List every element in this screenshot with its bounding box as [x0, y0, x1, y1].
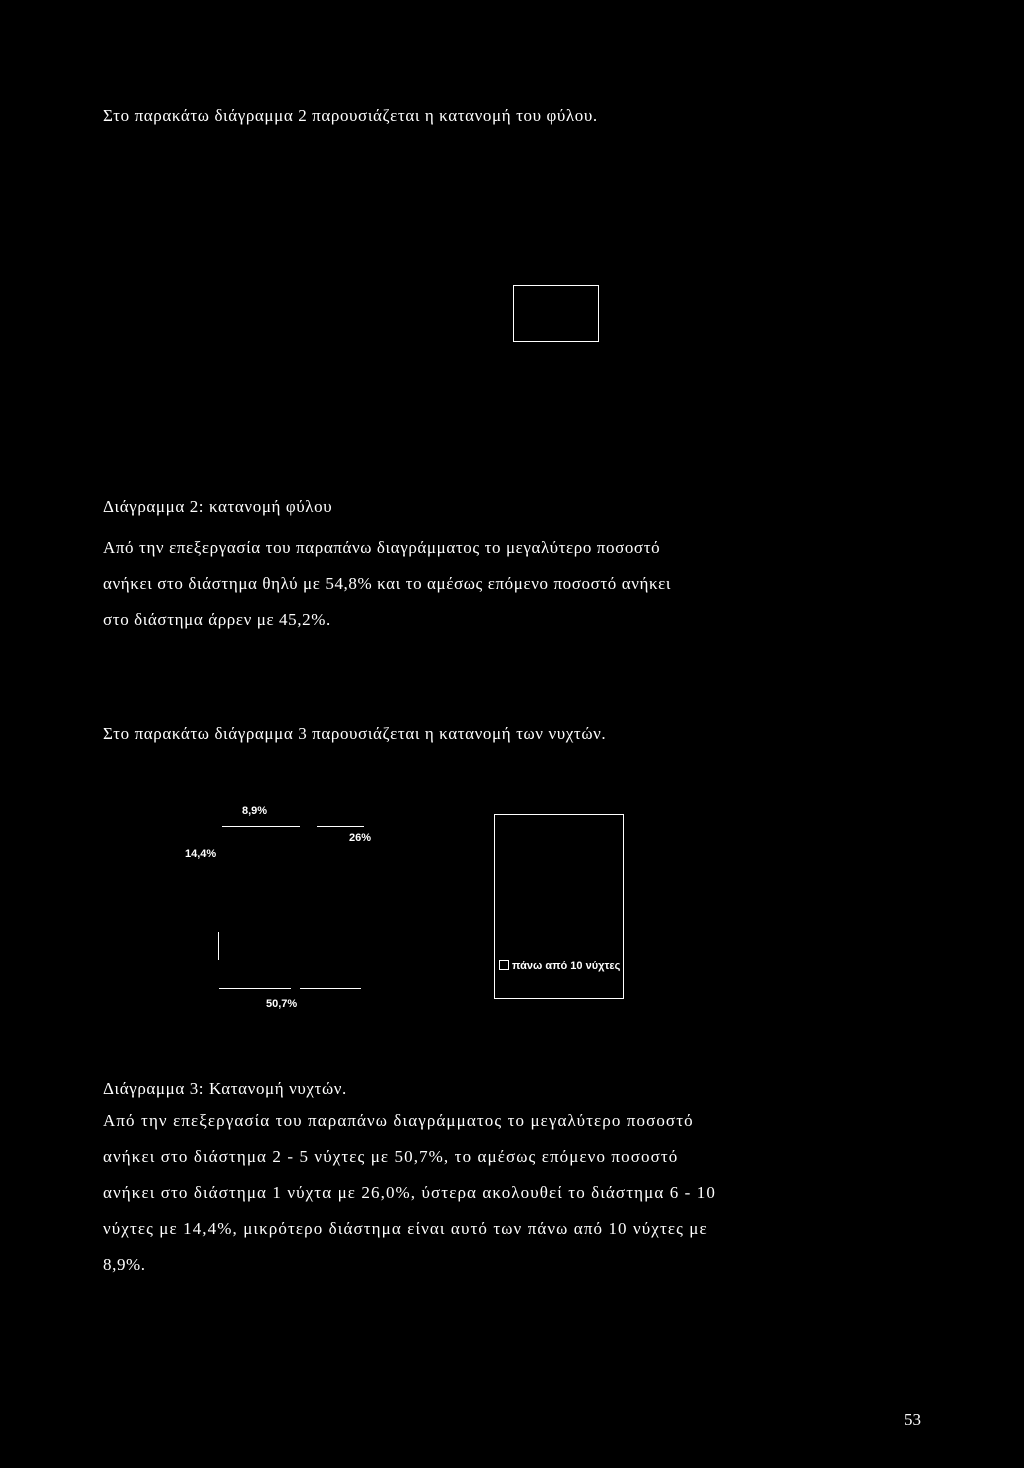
leader-line-bottom-right — [300, 988, 361, 989]
legend-swatch — [499, 960, 509, 970]
intro-chart3: Στο παρακάτω διάγραμμα 3 παρουσιάζεται η κατανομή των νυχτών. — [103, 724, 607, 743]
slice-label-14-4: 14,4% — [185, 848, 217, 860]
para2-line1: Από την επεξεργασία του παραπάνω διαγράμματος το μεγαλύτερο ποσοστό — [103, 538, 661, 557]
chart2-legend-box — [513, 285, 599, 342]
slice-label-26: 26% — [349, 832, 372, 844]
para3-line4: νύχτες με 14,4%, μικρότερο διάστημα είναι αυτό των πάνω από 10 νύχτες με — [103, 1219, 708, 1238]
leader-line-bottom-left — [219, 988, 291, 989]
para2-line3: στο διάστημα άρρεν με 45,2%. — [103, 610, 331, 629]
para3-line5: 8,9%. — [103, 1255, 146, 1274]
para2-line2: ανήκει στο διάστημα θηλύ με 54,8% και το αμέσως επόμενο ποσοστό ανήκει — [103, 574, 672, 593]
intro-chart2: Στο παρακάτω διάγραμμα 2 παρουσιάζεται η κατανομή του φύλου. — [103, 106, 598, 125]
leader-line-top-right — [317, 826, 364, 827]
chart3-caption: Διάγραμμα 3: Κατανομή νυχτών. — [103, 1079, 347, 1098]
leader-line-left — [218, 932, 219, 960]
leader-line-top-left — [222, 826, 300, 827]
page-number: 53 — [904, 1410, 921, 1429]
slice-label-50-7: 50,7% — [266, 998, 298, 1010]
para3-line1: Από την επεξεργασία του παραπάνω διαγράμματος το μεγαλύτερο ποσοστό — [103, 1111, 694, 1130]
chart3-legend-box — [494, 814, 624, 999]
chart2-caption: Διάγραμμα 2: κατανομή φύλου — [103, 497, 333, 516]
legend-item-above-10 — [499, 960, 620, 972]
para3-line3: ανήκει στο διάστημα 1 νύχτα με 26,0%, ύστερα ακολουθεί το διάστημα 6 - 10 — [103, 1183, 716, 1202]
legend-item-text: πάνω από 10 νύχτες — [512, 960, 621, 972]
slice-label-8-9: 8,9% — [242, 805, 268, 817]
para3-line2: ανήκει στο διάστημα 2 - 5 νύχτες με 50,7%, το αμέσως επόμενο ποσοστό — [103, 1147, 679, 1166]
